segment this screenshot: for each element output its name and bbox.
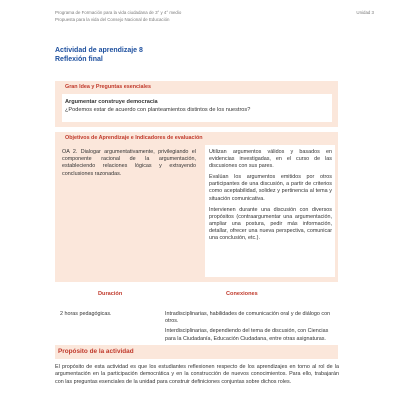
purpose-text: El propósito de esta actividad es que los estudiantes reflexionen respecto de los aprendizajes en torno al rol de la argumentación en la participación democrática y en la construcción de nuevos conocimientos. Para ello, trabajarán con las preguntas esenciales de la unidad para construir definiciones conjuntas sobre dichos roles. [55,364,339,385]
essential-question: ¿Podemos estar de acuerdo con planteamientos distintos de los nuestros? [65,107,251,113]
big-ideas-heading: Gran Idea y Preguntas esenciales [65,84,151,90]
header-line-1: Programa de Formación para la vida ciudadana de 3° y 4° medio [55,10,182,15]
connection-item: Intradisciplinarias, habilidades de comunicación oral y de diálogo con otros. [165,311,331,325]
unit-label: Unidad 3 [356,10,374,15]
indicator-item: Intervienen durante una discusión con diversos propósitos (contraargumentar una argumentación, ampliar una postura, pedir más información, detallar, ofrecer una nueva perspectiva, comunicar una conclusión, etc.). [209,206,332,242]
indicator-item: Evalúan los argumentos emitidos por otros participantes de una discusión, a partir de criterios como aceptabilidad, solidez y pertinencia al tema y situación comunicativa. [209,174,332,202]
big-idea-statement: Argumentar construye democracia [65,99,158,105]
indicator-item: Utilizan argumentos válidos y basados en evidencias investigadas, en el curso de las discusiones con sus pares. [209,149,332,170]
big-ideas-section [55,81,338,127]
connection-item: Interdisciplinarias, dependiendo del tema de discusión, con Ciencias para la Ciudadanía, Educación Ciudadana, entre otras asignaturas. [165,328,329,342]
learning-objective: OA 2. Dialogar argumentativamente, privilegiando el componente racional de la argumentación, estableciendo relaciones lógicas y extrayendo conclusiones razonadas. [62,149,196,177]
page-header [55,10,355,23]
purpose-title: Propósito de la actividad [58,348,134,355]
indicators-panel [205,145,335,277]
purpose-heading-bar [55,345,338,359]
connections-label: Conexiones [226,291,258,297]
objectives-section [55,132,338,282]
duration-value: 2 horas pedagógicas. [60,311,112,317]
activity-subtitle: Reflexión final [55,56,103,63]
header-line-2: Propuesta para la vida del Consejo Nacional de Educación [55,16,170,22]
duration-label: Duración [98,291,123,297]
big-ideas-content [62,94,332,122]
objectives-heading: Objetivos de Aprendizaje e Indicadores de evaluación [65,135,203,141]
connections-list [165,311,333,346]
activity-title: Actividad de aprendizaje 8 [55,47,143,54]
